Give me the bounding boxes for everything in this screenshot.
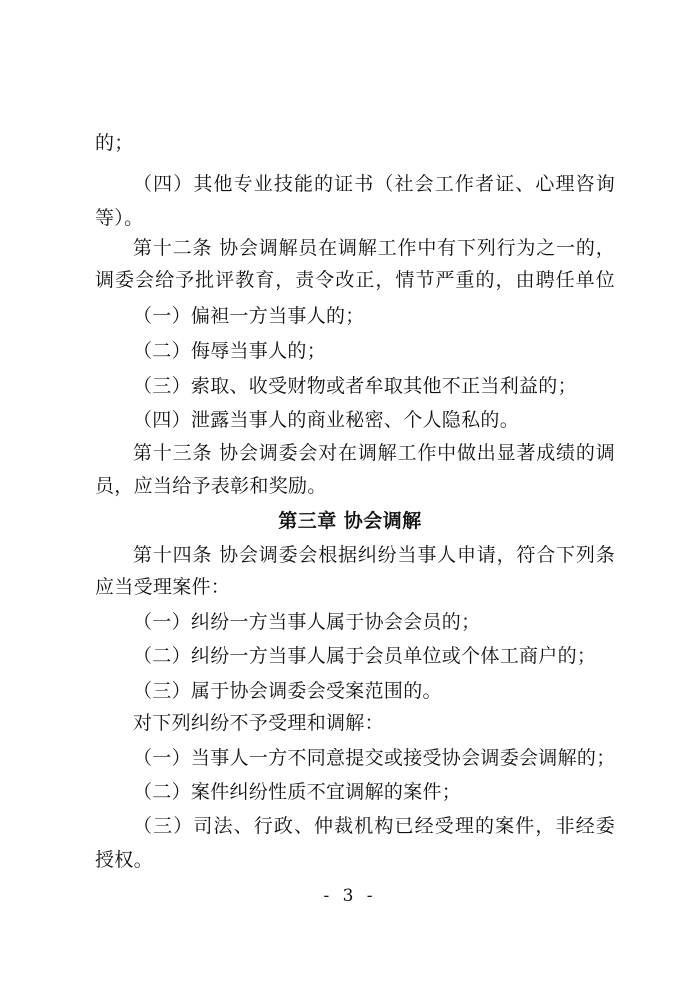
text-line: （三）司法、行政、仲裁机构已经受理的案件，非经委 [133, 815, 615, 837]
text-line: 对下列纠纷不予受理和调解： [133, 712, 384, 734]
text-line: （三）索取、收受财物或者牟取其他不正当利益的； [133, 375, 577, 397]
text-line: （一）纠纷一方当事人属于协会会员的； [133, 611, 481, 633]
text-line: 应当受理案件： [95, 576, 231, 598]
text-line: （四）其他专业技能的证书（社会工作者证、心理咨询 [133, 173, 615, 195]
text-line: （一）当事人一方不同意提交或接受协会调委会调解的； [133, 747, 616, 769]
text-line: 授权。 [95, 849, 153, 871]
text-line: （二）纠纷一方当事人属于会员单位或个体工商户的； [133, 645, 597, 667]
text-line: 第十三条 协会调委会对在调解工作中做出显著成绩的调 [133, 442, 615, 464]
text-line: （三）属于协会调委会受案范围的。 [133, 680, 442, 702]
text-line: 等）。 [95, 207, 144, 229]
text-line: （二）案件纠纷性质不宜调解的案件； [133, 781, 462, 803]
page-number: - 3 - [323, 886, 377, 906]
text-line: （一）偏袒一方当事人的； [133, 305, 365, 327]
text-line: （二）侮辱当事人的； [133, 340, 327, 362]
text-line: 调委会给予批评教育，责令改正，情节严重的，由聘任单位 [95, 269, 615, 291]
chapter-heading: 第三章 协会调解 [278, 510, 422, 532]
text-line: 的； [95, 132, 134, 154]
text-line: 第十二条 协会调解员在调解工作中有下列行为之一的， [133, 237, 615, 259]
text-line: （四）泄露当事人的商业秘密、个人隐私的。 [133, 409, 520, 431]
text-line: 第十四条 协会调委会根据纠纷当事人申请，符合下列条 [133, 544, 615, 566]
text-line: 员，应当给予表彰和奖励。 [95, 475, 327, 497]
